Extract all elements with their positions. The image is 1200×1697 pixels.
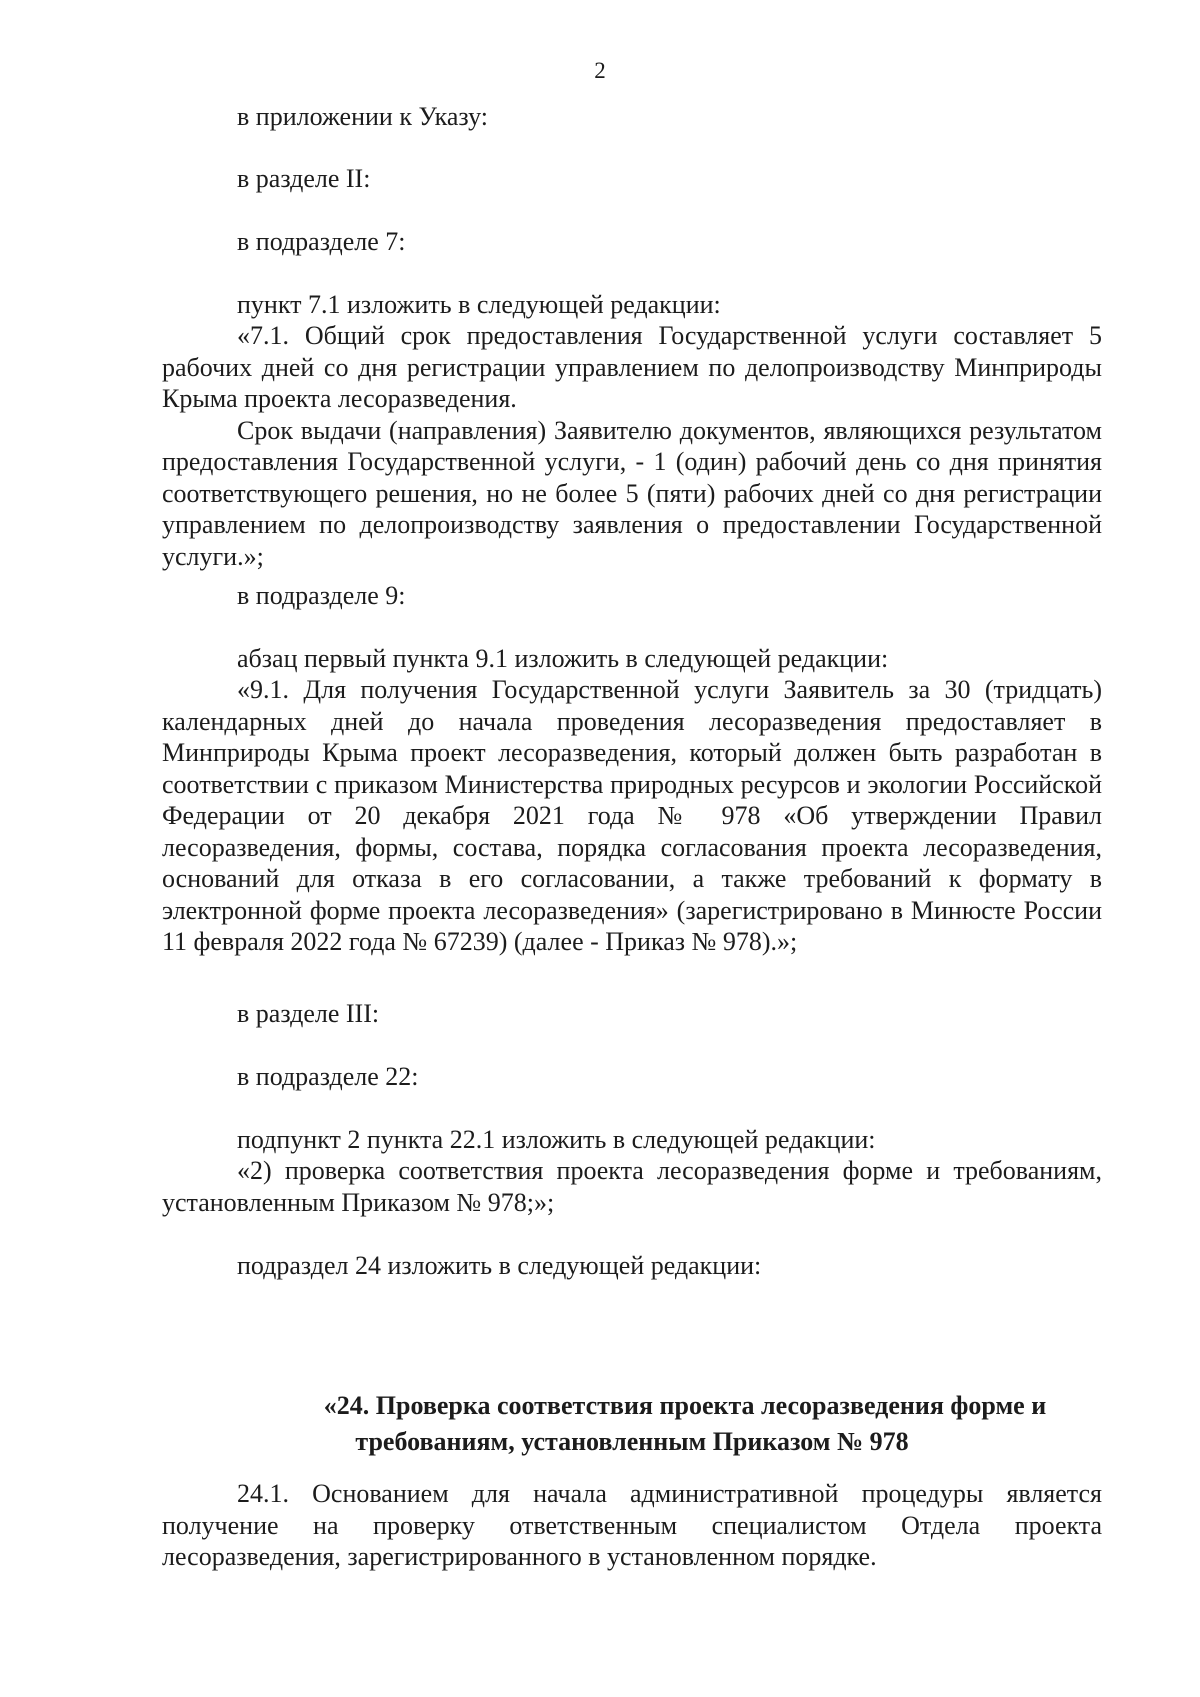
- heading-line: требованиям, установленным Приказом № 978: [355, 1427, 909, 1456]
- amendment-instruction: подраздел 24 изложить в следующей редакции:: [237, 1251, 762, 1280]
- paragraph-text: «2) проверка соответствия проекта лесоразведения форме и требованиям, установленным Приказом № 978;»;: [162, 1156, 1102, 1217]
- paragraph-24-1: [162, 1478, 1102, 1573]
- amendment-instruction: подпункт 2 пункта 22.1 изложить в следующей редакции:: [237, 1125, 876, 1154]
- subsection-ref: в подразделе 7:: [237, 227, 406, 256]
- amendment-instruction: пункт 7.1 изложить в следующей редакции:: [237, 290, 721, 319]
- paragraph-text: Срок выдачи (направления) Заявителю документов, являющихся результатом предоставления Государственной услуги, - 1 (один) рабочий день со дня принятия соответствующего решения, но не более 5 (пяти) рабочих дней со дня регистрации управлением по делопроизводству заявления о предоставлении Государственной услуги.»;: [162, 415, 1102, 571]
- amendment-instruction: абзац первый пункта 9.1 изложить в следующей редакции:: [237, 644, 889, 673]
- paragraph-7-1: [162, 320, 1102, 572]
- subsection-ref: в подразделе 9:: [237, 581, 406, 610]
- paragraph-text: 24.1. Основанием для начала административной процедуры является получение на проверку ответственным специалистом Отдела проекта лесоразведения, зарегистрированного в установленном порядке.: [162, 1479, 1102, 1571]
- paragraph-text: «9.1. Для получения Государственной услуги Заявитель за 30 (тридцать) календарных дней до начала проведения лесоразведения предоставляет в Минприроды Крыма проект лесоразведения, который должен быть разработан в соответствии с приказом Министерства природных ресурсов и экологии Российской Федерации от 20 декабря 2021 года № 978 «Об утверждении Правил лесоразведения, формы, состава, порядка согласования проекта лесоразведения, оснований для отказа в его согласовании, а также требований к формату в электронной форме проекта лесоразведения» (зарегистрировано в Минюсте России 11 февраля 2022 года № 67239) (далее - Приказ № 978).»;: [162, 675, 1102, 956]
- subsection-ref: в подразделе 22:: [237, 1062, 419, 1091]
- section-24-heading: [162, 1388, 1102, 1460]
- section-ref: в разделе III:: [237, 999, 380, 1028]
- heading-line: «24. Проверка соответствия проекта лесоразведения форме и: [323, 1391, 1047, 1420]
- intro-line: в приложении к Указу:: [237, 102, 488, 131]
- page-number: 2: [594, 58, 606, 83]
- paragraph-9-1: [162, 674, 1102, 958]
- section-ref: в разделе II:: [237, 164, 371, 193]
- paragraph-text: «7.1. Общий срок предоставления Государственной услуги составляет 5 рабочих дней со дня регистрации управлением по делопроизводству Минприроды Крыма проекта лесоразведения.: [162, 321, 1102, 413]
- paragraph-22-1: [162, 1155, 1102, 1218]
